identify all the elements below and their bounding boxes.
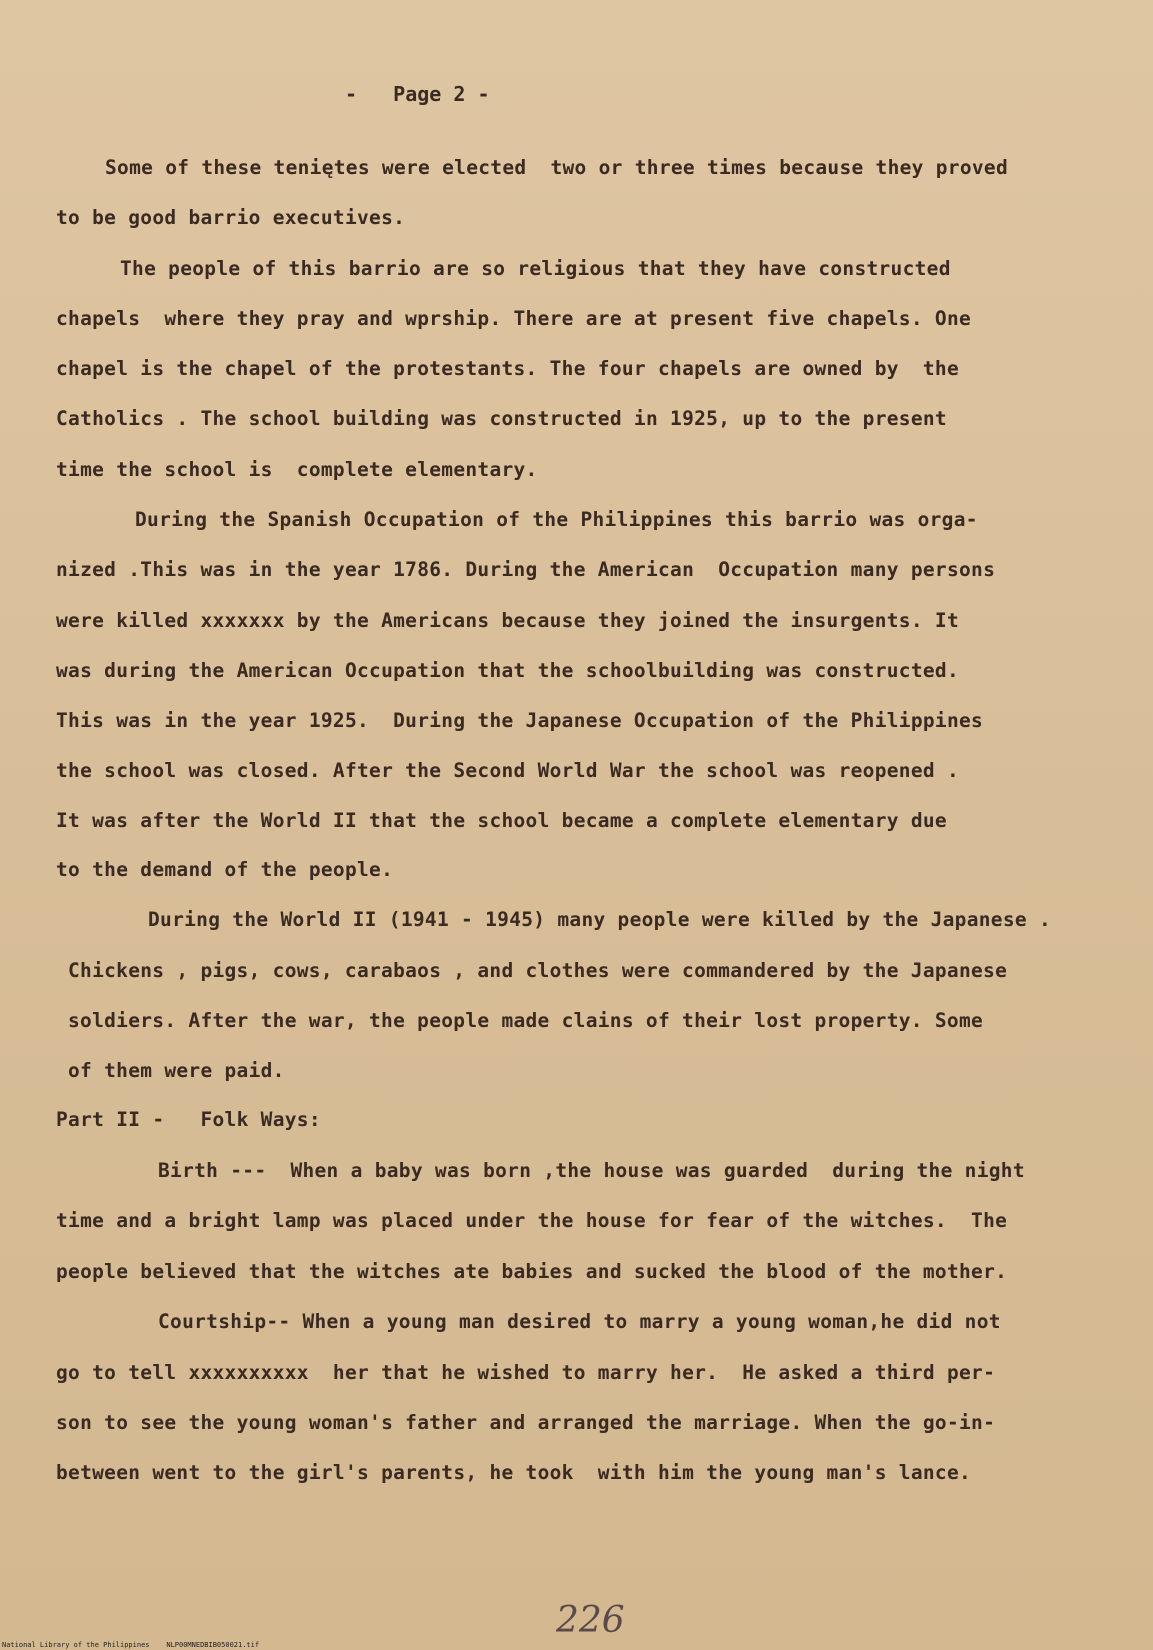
handwritten-page-number: 226 — [556, 1600, 625, 1641]
text-line-13: the school was closed. After the Second World War the school was reopened . — [56, 759, 959, 782]
text-line-18: soldiers. After the war, the people made clains of their lost property. Some — [68, 1009, 984, 1032]
text-line-4: chapels where they pray and wprship. There are at present five chapels. One — [56, 307, 972, 330]
text-line-1: Some of these teniętes were elected two or three times because they proved — [105, 156, 1008, 179]
text-line-7: time the school is complete elementary. — [56, 458, 538, 481]
text-line-26: son to see the young woman's father and arranged the marriage. When the go-in- — [56, 1411, 996, 1434]
text-line-23: people believed that the witches ate babies and sucked the blood of the mother. — [56, 1260, 1008, 1283]
text-line-3: The people of this barrio are so religious that they have constructed — [120, 257, 951, 280]
text-line-2: to be good barrio executives. — [56, 206, 406, 229]
text-line-10: were killed xxxxxxx by the Americans because they joined the insurgents. It — [56, 609, 959, 632]
page-header: - Page 2 - — [345, 82, 490, 106]
text-line-8: During the Spanish Occupation of the Philippines this barrio was orga- — [135, 508, 978, 531]
scan-footer: National Library of the Philippines NLP00MNEDBIB050021.tif — [2, 1641, 260, 1649]
text-line-17: Chickens , pigs, cows, carabaos , and clothes were commandered by the Japanese — [68, 959, 1008, 982]
text-line-11: was during the American Occupation that the schoolbuilding was constructed. — [56, 659, 959, 682]
text-line-24: Courtship-- When a young man desired to marry a young woman,he did not — [158, 1310, 1001, 1333]
text-line-25: go to tell xxxxxxxxxx her that he wished to marry her. He asked a third per- — [56, 1361, 996, 1384]
text-line-14: It was after the World II that the school became a complete elementary due — [56, 809, 947, 832]
text-line-6: Catholics . The school building was constructed in 1925, up to the present — [56, 407, 947, 430]
text-line-9: nized .This was in the year 1786. During the American Occupation many persons — [56, 558, 996, 581]
text-line-12: This was in the year 1925. During the Japanese Occupation of the Philippines — [56, 709, 984, 732]
text-line-19: of them were paid. — [68, 1059, 285, 1082]
text-line-5: chapel is the chapel of the protestants. The four chapels are owned by the — [56, 357, 959, 380]
section-heading: Part II - Folk Ways: — [56, 1108, 321, 1131]
text-line-22: time and a bright lamp was placed under the house for fear of the witches. The — [56, 1209, 1008, 1232]
text-line-27: between went to the girl's parents, he took with him the young man's lance. — [56, 1461, 972, 1484]
text-line-21: Birth --- When a baby was born ,the house was guarded during the night — [158, 1159, 1025, 1182]
text-line-15: to the demand of the people. — [56, 858, 394, 881]
text-line-16: During the World II (1941 - 1945) many people were killed by the Japanese . — [148, 908, 1051, 931]
